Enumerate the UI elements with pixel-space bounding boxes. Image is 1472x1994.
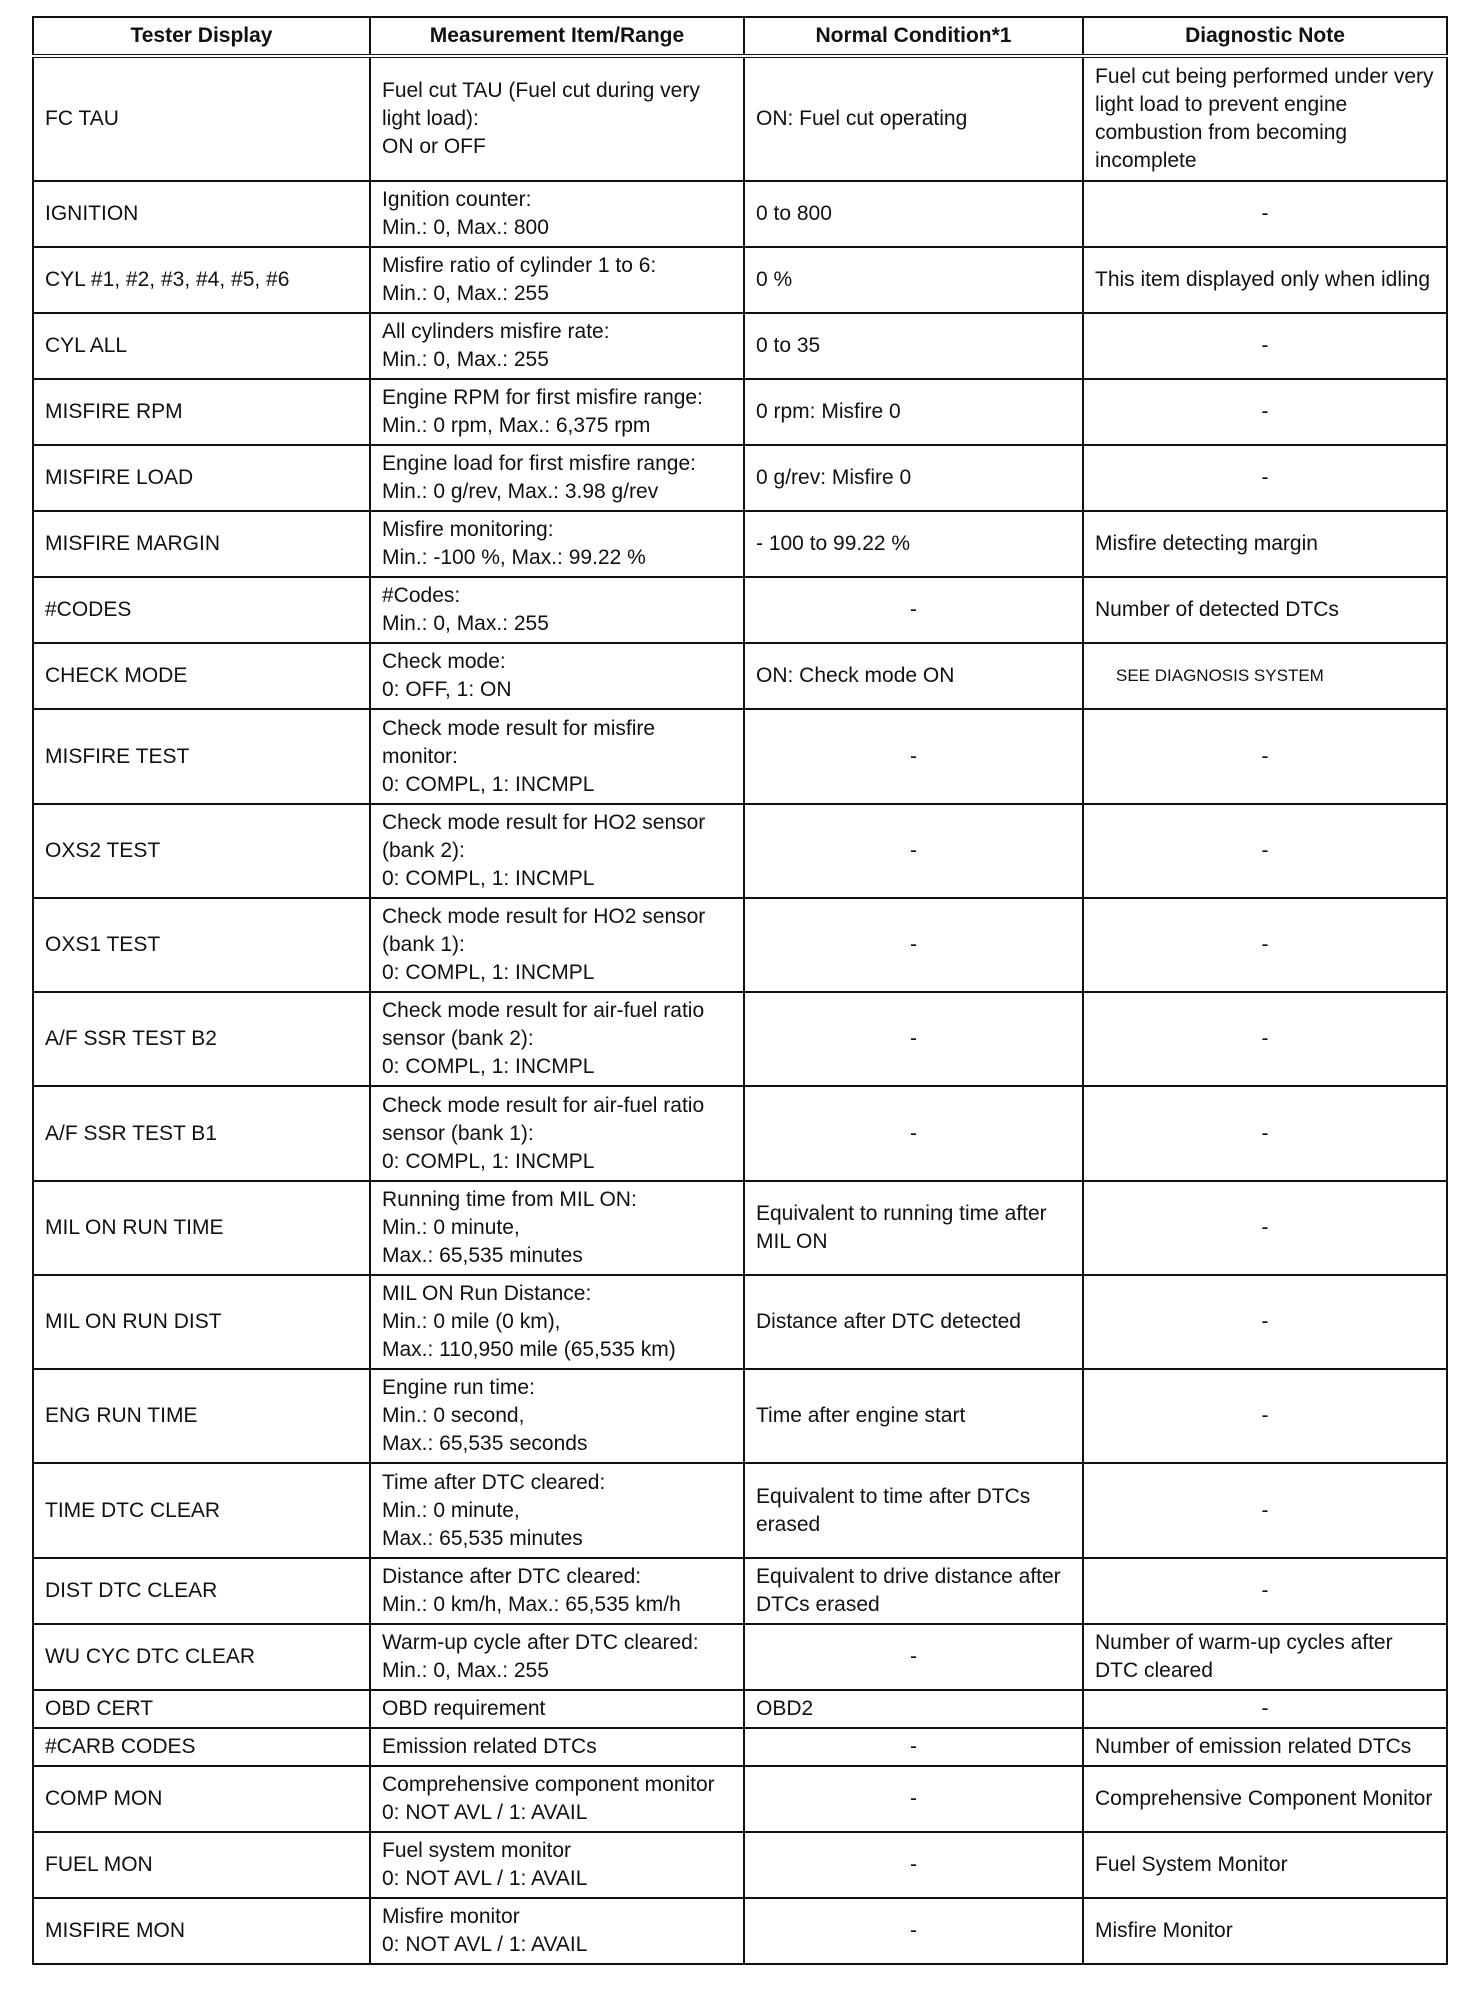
- measurement-cell: Check mode result for HO2 sensor (bank 1): 0: COMPL, 1: INCMPL: [370, 898, 744, 992]
- tester-display-cell: MISFIRE RPM: [33, 379, 370, 445]
- normal-condition-cell: OBD2: [744, 1690, 1083, 1728]
- tester-display-cell: WU CYC DTC CLEAR: [33, 1624, 370, 1690]
- normal-condition-cell: -: [744, 1898, 1083, 1964]
- diagnostic-note-cell: Misfire Monitor: [1083, 1898, 1447, 1964]
- table-row: [33, 1463, 1447, 1558]
- tester-display-cell: MISFIRE TEST: [33, 709, 370, 804]
- normal-condition-cell: -: [744, 1832, 1083, 1898]
- measurement-cell: OBD requirement: [370, 1690, 744, 1728]
- normal-condition-cell: -: [744, 709, 1083, 804]
- measurement-cell: MIL ON Run Distance: Min.: 0 mile (0 km), Max.: 110,950 mile (65,535 km): [370, 1275, 744, 1369]
- diagnostic-note-cell: -: [1083, 1463, 1447, 1558]
- tester-display-cell: MIL ON RUN TIME: [33, 1181, 370, 1275]
- table-row: [33, 1624, 1447, 1690]
- normal-condition-cell: -: [744, 992, 1083, 1086]
- tester-display-cell: #CARB CODES: [33, 1728, 370, 1766]
- normal-condition-cell: Equivalent to running time after MIL ON: [744, 1181, 1083, 1275]
- normal-condition-cell: ON: Fuel cut operating: [744, 56, 1083, 181]
- measurement-cell: Emission related DTCs: [370, 1728, 744, 1766]
- diagnostic-note-cell: -: [1083, 804, 1447, 898]
- table-row: [33, 1766, 1447, 1832]
- diagnostic-note-cell: Number of detected DTCs: [1083, 577, 1447, 643]
- diagnostic-note-cell: -: [1083, 1558, 1447, 1624]
- diagnostic-note-cell: -: [1083, 1275, 1447, 1369]
- normal-condition-cell: -: [744, 898, 1083, 992]
- diagnostic-note-cell: Comprehensive Component Monitor: [1083, 1766, 1447, 1832]
- table-row: [33, 379, 1447, 445]
- measurement-cell: Comprehensive component monitor 0: NOT AVL / 1: AVAIL: [370, 1766, 744, 1832]
- tester-display-cell: OXS1 TEST: [33, 898, 370, 992]
- tester-display-cell: IGNITION: [33, 181, 370, 247]
- measurement-cell: Ignition counter: Min.: 0, Max.: 800: [370, 181, 744, 247]
- measurement-cell: Misfire monitoring: Min.: -100 %, Max.: 99.22 %: [370, 511, 744, 577]
- tester-display-cell: CYL #1, #2, #3, #4, #5, #6: [33, 247, 370, 313]
- tester-display-cell: #CODES: [33, 577, 370, 643]
- normal-condition-cell: -: [744, 577, 1083, 643]
- diagnostic-note-cell: -: [1083, 313, 1447, 379]
- normal-condition-cell: -: [744, 804, 1083, 898]
- table-row: [33, 1086, 1447, 1181]
- tester-display-cell: ENG RUN TIME: [33, 1369, 370, 1463]
- table-row: [33, 1898, 1447, 1964]
- normal-condition-cell: -: [744, 1728, 1083, 1766]
- normal-condition-cell: 0 %: [744, 247, 1083, 313]
- table-row: [33, 1275, 1447, 1369]
- measurement-cell: Engine run time: Min.: 0 second, Max.: 65,535 seconds: [370, 1369, 744, 1463]
- table-row: [33, 247, 1447, 313]
- tester-display-cell: FC TAU: [33, 56, 370, 181]
- normal-condition-cell: -: [744, 1086, 1083, 1181]
- tester-display-cell: MIL ON RUN DIST: [33, 1275, 370, 1369]
- measurement-cell: Fuel cut TAU (Fuel cut during very light load): ON or OFF: [370, 56, 744, 181]
- diagnostic-note-cell: -: [1083, 1690, 1447, 1728]
- tester-display-cell: MISFIRE MARGIN: [33, 511, 370, 577]
- diagnostic-note-cell: Number of emission related DTCs: [1083, 1728, 1447, 1766]
- normal-condition-cell: ON: Check mode ON: [744, 643, 1083, 709]
- diagnostic-note-cell: -: [1083, 709, 1447, 804]
- diagnostic-data-table: [32, 16, 1448, 1965]
- diagnostic-note-cell: -: [1083, 1181, 1447, 1275]
- diagnostic-note-cell: Fuel System Monitor: [1083, 1832, 1447, 1898]
- table-row: [33, 1558, 1447, 1624]
- normal-condition-cell: Distance after DTC detected: [744, 1275, 1083, 1369]
- tester-display-cell: CYL ALL: [33, 313, 370, 379]
- measurement-cell: Check mode result for air-fuel ratio sensor (bank 1): 0: COMPL, 1: INCMPL: [370, 1086, 744, 1181]
- measurement-cell: Warm-up cycle after DTC cleared: Min.: 0, Max.: 255: [370, 1624, 744, 1690]
- diagnostic-note-cell: This item displayed only when idling: [1083, 247, 1447, 313]
- normal-condition-cell: - 100 to 99.22 %: [744, 511, 1083, 577]
- header-measurement: Measurement Item/Range: [370, 17, 744, 56]
- diagnostic-note-cell: -: [1083, 181, 1447, 247]
- table-row: [33, 313, 1447, 379]
- normal-condition-cell: 0 to 800: [744, 181, 1083, 247]
- table-header: [33, 17, 1447, 56]
- table-row: [33, 445, 1447, 511]
- normal-condition-cell: 0 rpm: Misfire 0: [744, 379, 1083, 445]
- tester-display-cell: FUEL MON: [33, 1832, 370, 1898]
- table-row: [33, 181, 1447, 247]
- normal-condition-cell: -: [744, 1766, 1083, 1832]
- diagnostic-note-cell: SEE DIAGNOSIS SYSTEM: [1083, 643, 1447, 709]
- table-row: [33, 1369, 1447, 1463]
- diagnostic-note-cell: Misfire detecting margin: [1083, 511, 1447, 577]
- diagnostic-note-cell: Number of warm-up cycles after DTC cleared: [1083, 1624, 1447, 1690]
- measurement-cell: Fuel system monitor 0: NOT AVL / 1: AVAIL: [370, 1832, 744, 1898]
- diagnostic-note-cell: Fuel cut being performed under very light load to prevent engine combustion from becoming incomplete: [1083, 56, 1447, 181]
- tester-display-cell: COMP MON: [33, 1766, 370, 1832]
- table-row: [33, 577, 1447, 643]
- measurement-cell: Distance after DTC cleared: Min.: 0 km/h, Max.: 65,535 km/h: [370, 1558, 744, 1624]
- diagnostic-note-cell: -: [1083, 379, 1447, 445]
- measurement-cell: Check mode result for air-fuel ratio sensor (bank 2): 0: COMPL, 1: INCMPL: [370, 992, 744, 1086]
- normal-condition-cell: Equivalent to time after DTCs erased: [744, 1463, 1083, 1558]
- table-row: [33, 643, 1447, 709]
- measurement-cell: Engine RPM for first misfire range: Min.: 0 rpm, Max.: 6,375 rpm: [370, 379, 744, 445]
- normal-condition-cell: Equivalent to drive distance after DTCs erased: [744, 1558, 1083, 1624]
- table-row: [33, 1728, 1447, 1766]
- table-row: [33, 992, 1447, 1086]
- table-row: [33, 1181, 1447, 1275]
- measurement-cell: Time after DTC cleared: Min.: 0 minute, Max.: 65,535 minutes: [370, 1463, 744, 1558]
- normal-condition-cell: -: [744, 1624, 1083, 1690]
- diagnostic-note-cell: -: [1083, 1369, 1447, 1463]
- diagnostic-note-cell: -: [1083, 1086, 1447, 1181]
- normal-condition-cell: 0 g/rev: Misfire 0: [744, 445, 1083, 511]
- measurement-cell: Check mode result for misfire monitor: 0: COMPL, 1: INCMPL: [370, 709, 744, 804]
- header-normal-condition: Normal Condition*1: [744, 17, 1083, 56]
- tester-display-cell: A/F SSR TEST B1: [33, 1086, 370, 1181]
- diagnostic-note-cell: -: [1083, 445, 1447, 511]
- table-row: [33, 1832, 1447, 1898]
- table-row: [33, 56, 1447, 181]
- table-row: [33, 1690, 1447, 1728]
- measurement-cell: Misfire monitor 0: NOT AVL / 1: AVAIL: [370, 1898, 744, 1964]
- measurement-cell: Running time from MIL ON: Min.: 0 minute, Max.: 65,535 minutes: [370, 1181, 744, 1275]
- header-tester-display: Tester Display: [33, 17, 370, 56]
- table-row: [33, 709, 1447, 804]
- table-row: [33, 804, 1447, 898]
- measurement-cell: #Codes: Min.: 0, Max.: 255: [370, 577, 744, 643]
- measurement-cell: Check mode result for HO2 sensor (bank 2): 0: COMPL, 1: INCMPL: [370, 804, 744, 898]
- header-diagnostic-note: Diagnostic Note: [1083, 17, 1447, 56]
- measurement-cell: Check mode: 0: OFF, 1: ON: [370, 643, 744, 709]
- tester-display-cell: OXS2 TEST: [33, 804, 370, 898]
- tester-display-cell: MISFIRE MON: [33, 1898, 370, 1964]
- normal-condition-cell: Time after engine start: [744, 1369, 1083, 1463]
- table-row: [33, 898, 1447, 992]
- table-row: [33, 511, 1447, 577]
- tester-display-cell: A/F SSR TEST B2: [33, 992, 370, 1086]
- measurement-cell: All cylinders misfire rate: Min.: 0, Max.: 255: [370, 313, 744, 379]
- normal-condition-cell: 0 to 35: [744, 313, 1083, 379]
- header-row: [33, 17, 1447, 56]
- tester-display-cell: OBD CERT: [33, 1690, 370, 1728]
- diagnostic-note-cell: -: [1083, 992, 1447, 1086]
- tester-display-cell: DIST DTC CLEAR: [33, 1558, 370, 1624]
- measurement-cell: Misfire ratio of cylinder 1 to 6: Min.: 0, Max.: 255: [370, 247, 744, 313]
- tester-display-cell: CHECK MODE: [33, 643, 370, 709]
- table-body: [33, 56, 1447, 1964]
- tester-display-cell: MISFIRE LOAD: [33, 445, 370, 511]
- diagnostic-note-cell: -: [1083, 898, 1447, 992]
- measurement-cell: Engine load for first misfire range: Min.: 0 g/rev, Max.: 3.98 g/rev: [370, 445, 744, 511]
- tester-display-cell: TIME DTC CLEAR: [33, 1463, 370, 1558]
